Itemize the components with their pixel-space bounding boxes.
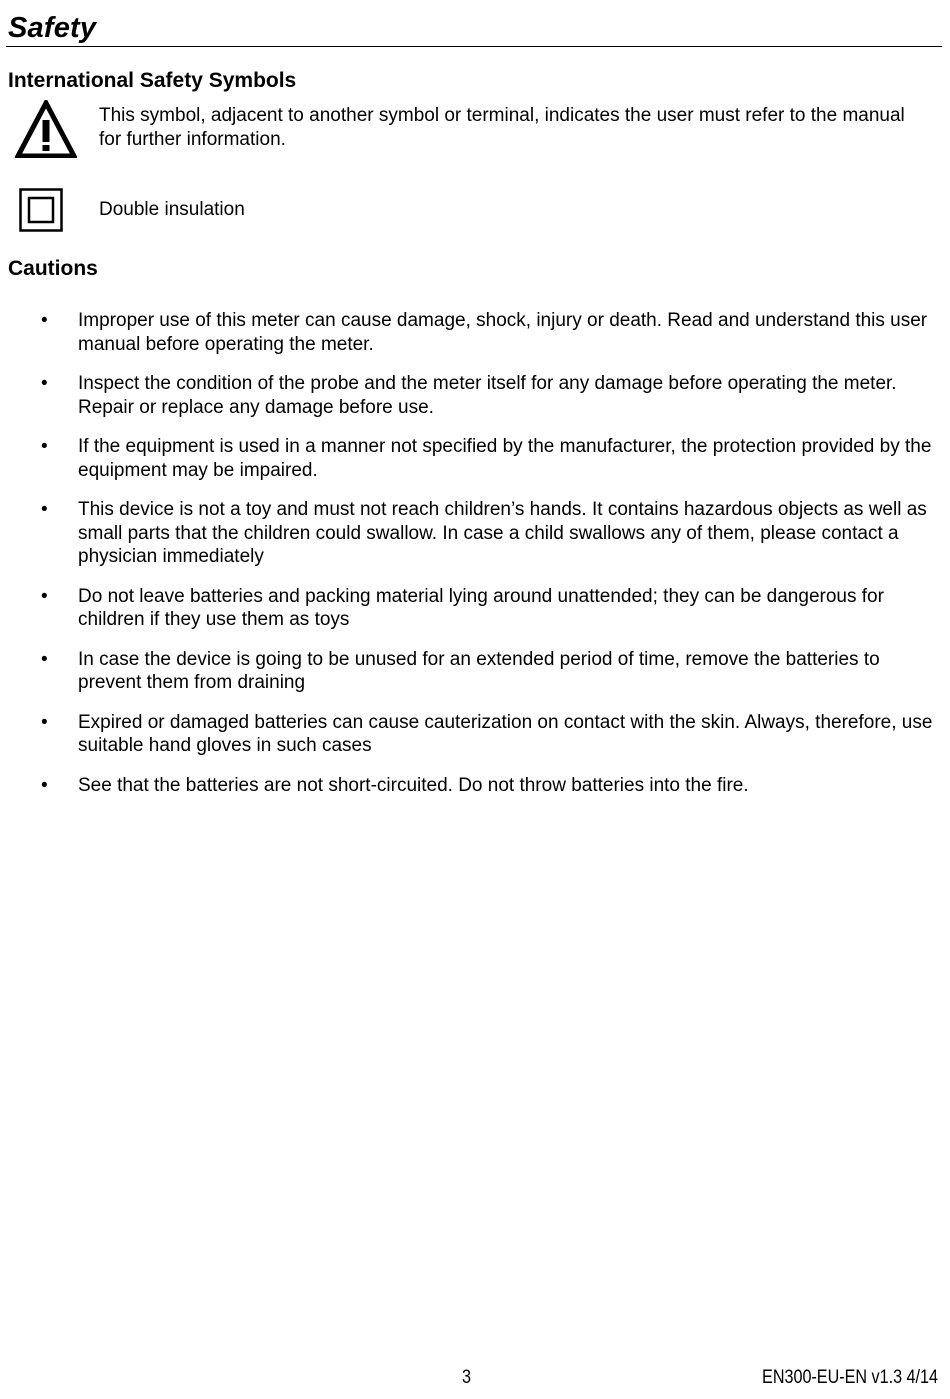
bullet: • (41, 774, 48, 796)
bullet: • (41, 499, 48, 520)
warning-symbol-description: This symbol, adjacent to another symbol or terminal, indicates the user must refer to the manual for further information. (99, 105, 905, 150)
bullet: • (41, 648, 48, 670)
page-title: Safety (8, 12, 97, 44)
caution-text: If the equipment is used in a manner not specified by the manufacturer, the protection provided by the equipment may be impaired. (78, 436, 932, 481)
document-reference: EN300-EU-EN v1.3 4/14 (762, 1367, 938, 1388)
bullet: • (41, 585, 48, 607)
caution-text: Inspect the condition of the probe and the meter itself for any damage before operating the meter. Repair or replace any damage before use. (78, 373, 897, 418)
cautions-list (0, 309, 950, 813)
double-insulation-icon (19, 188, 63, 237)
list-item (0, 498, 950, 569)
list-item (0, 711, 950, 758)
warning-triangle-icon (15, 100, 77, 163)
caution-text: This device is not a toy and must not reach children’s hands. It contains hazardous objects as well as small parts that the children could swallow. In case a child swallows any of them, please contact a physician immediately (78, 499, 927, 567)
list-item (0, 585, 950, 632)
list-item (0, 309, 950, 356)
page-number: 3 (462, 1367, 471, 1388)
double-insulation-description: Double insulation (99, 199, 245, 220)
caution-text: Expired or damaged batteries can cause cauterization on contact with the skin. Always, therefore, use suitable hand gloves in such cases (78, 711, 933, 756)
list-item (0, 774, 950, 798)
title-divider (6, 46, 942, 47)
caution-text: Improper use of this meter can cause damage, shock, injury or death. Read and understand this user manual before operating the meter. (78, 310, 928, 355)
caution-text: In case the device is going to be unused for an extended period of time, remove the batteries to prevent them from draining (78, 648, 880, 693)
bullet: • (41, 711, 48, 733)
bullet: • (41, 310, 48, 331)
caution-text: Do not leave batteries and packing material lying around unattended; they can be dangerous for children if they use them as toys (78, 585, 884, 630)
cautions-heading: Cautions (8, 257, 98, 280)
caution-text: See that the batteries are not short-circuited. Do not throw batteries into the fire. (78, 774, 749, 796)
list-item (0, 372, 950, 419)
bullet: • (41, 373, 48, 394)
list-item (0, 435, 950, 482)
list-item (0, 648, 950, 695)
bullet: • (41, 436, 48, 457)
symbols-heading: International Safety Symbols (8, 69, 297, 92)
